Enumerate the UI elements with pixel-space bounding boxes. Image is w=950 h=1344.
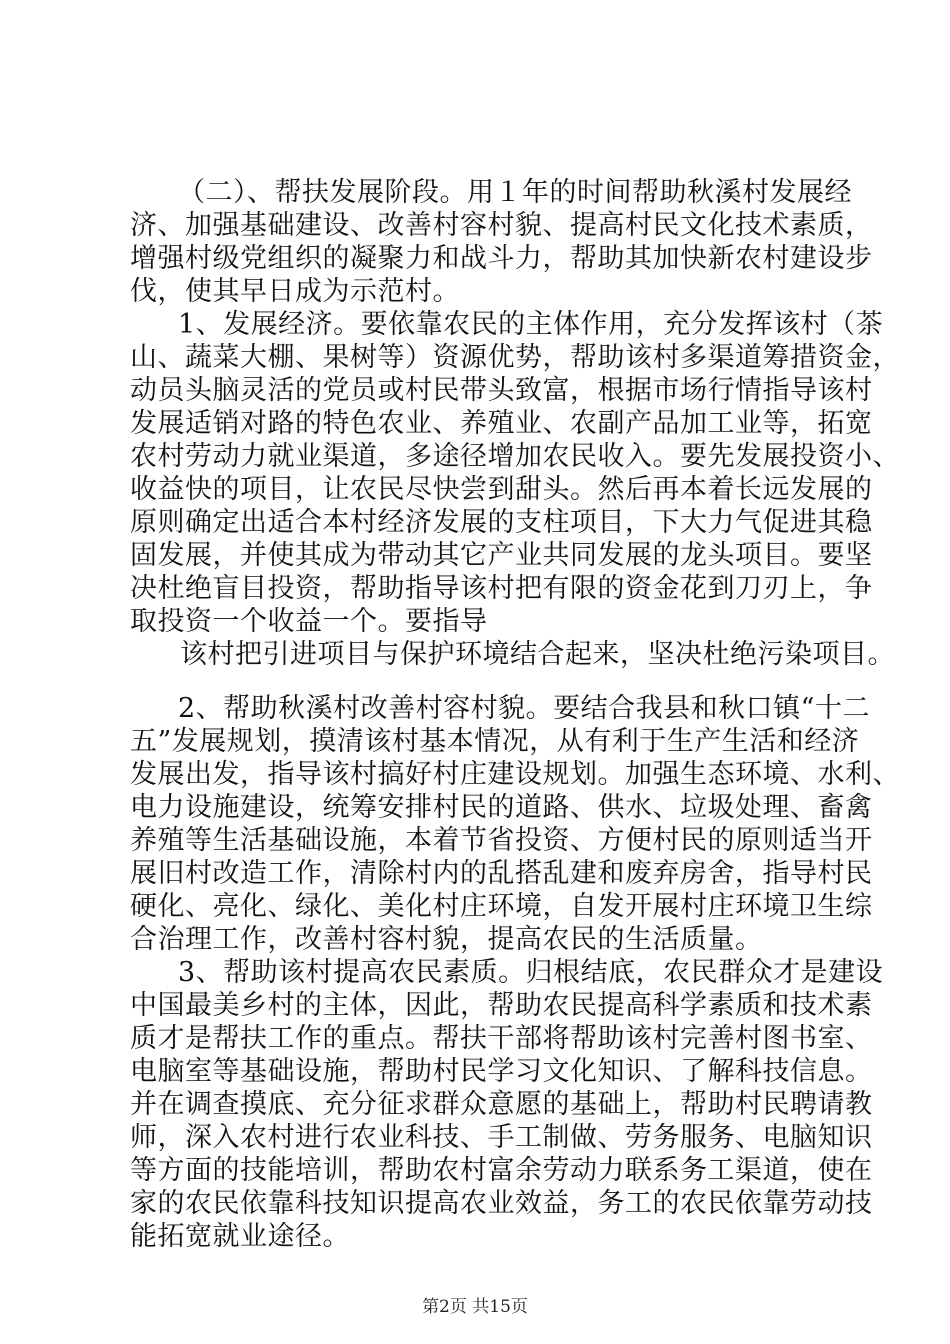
- paragraph-line: 中国最美乡村的主体，因此，帮助农民提高科学素质和技术素: [130, 990, 873, 1021]
- paragraph-line: 原则确定出适合本村经济发展的支柱项目，下大力气促进其稳: [130, 507, 873, 538]
- paragraph-line: 伐，使其早日成为示范村。: [130, 276, 460, 307]
- paragraph-line: （二）、帮扶发展阶段。用１年的时间帮助秋溪村发展经: [178, 177, 852, 208]
- paragraph-line: 1、发展经济。要依靠农民的主体作用，充分发挥该村（茶: [178, 309, 884, 340]
- paragraph-line: 合治理工作，改善村容村貌，提高农民的生活质量。: [130, 924, 763, 955]
- paragraph-line: 家的农民依靠科技知识提高农业效益，务工的农民依靠劳动技: [130, 1188, 873, 1219]
- paragraph-line: 发展适销对路的特色农业、养殖业、农副产品加工业等，拓宽: [130, 408, 873, 439]
- paragraph-line: 硬化、亮化、绿化、美化村庄环境，自发开展村庄环境卫生综: [130, 891, 873, 922]
- paragraph-line: 山、蔬菜大棚、果树等）资源优势，帮助该村多渠道筹措资金，: [130, 342, 900, 373]
- paragraph-line: 3、帮助该村提高农民素质。归根结底，农民群众才是建设: [178, 957, 884, 988]
- paragraph-line: 能拓宽就业途径。: [130, 1221, 350, 1252]
- paragraph-line: 农村劳动力就业渠道，多途径增加农民收入。要先发展投资小、: [130, 441, 900, 472]
- paragraph-line: 济、加强基础建设、改善村容村貌、提高村民文化技术素质，: [130, 210, 873, 241]
- paragraph-line: 五”发展规划，摸清该村基本情况，从有利于生产生活和经济: [130, 726, 860, 757]
- paragraph-line: 并在调查摸底、充分征求群众意愿的基础上，帮助村民聘请教: [130, 1089, 873, 1120]
- page-number-footer: 第2页 共15页: [422, 1297, 528, 1317]
- paragraph-line: 师，深入农村进行农业科技、手工制做、劳务服务、电脑知识: [130, 1122, 873, 1153]
- paragraph-line: 增强村级党组织的凝聚力和战斗力，帮助其加快新农村建设步: [130, 243, 873, 274]
- paragraph-line: 展旧村改造工作，清除村内的乱搭乱建和废弃房舍，指导村民: [130, 858, 873, 889]
- paragraph-line: 养殖等生活基础设施，本着节省投资、方便村民的原则适当开: [130, 825, 873, 856]
- paragraph-line: 2、帮助秋溪村改善村容村貌。要结合我县和秋口镇“十二: [178, 693, 870, 724]
- paragraph-line: 电脑室等基础设施，帮助村民学习文化知识、了解科技信息。: [130, 1056, 873, 1087]
- paragraph-line: 该村把引进项目与保护环境结合起来，坚决杜绝污染项目。: [180, 639, 895, 670]
- paragraph-line: 决杜绝盲目投资，帮助指导该村把有限的资金花到刀刃上，争: [130, 573, 873, 604]
- paragraph-line: 取投资一个收益一个。要指导: [130, 606, 488, 637]
- paragraph-line: 等方面的技能培训，帮助农村富余劳动力联系务工渠道，使在: [130, 1155, 873, 1186]
- paragraph-line: 发展出发，指导该村搞好村庄建设规划。加强生态环境、水利、: [130, 759, 900, 790]
- paragraph-line: 动员头脑灵活的党员或村民带头致富，根据市场行情指导该村: [130, 375, 873, 406]
- paragraph-line: 电力设施建设，统筹安排村民的道路、供水、垃圾处理、畜禽: [130, 792, 873, 823]
- paragraph-line: 收益快的项目，让农民尽快尝到甜头。然后再本着长远发展的: [130, 474, 873, 505]
- paragraph-line: 固发展，并使其成为带动其它产业共同发展的龙头项目。要坚: [130, 540, 873, 571]
- paragraph-line: 质才是帮扶工作的重点。帮扶干部将帮助该村完善村图书室、: [130, 1023, 873, 1054]
